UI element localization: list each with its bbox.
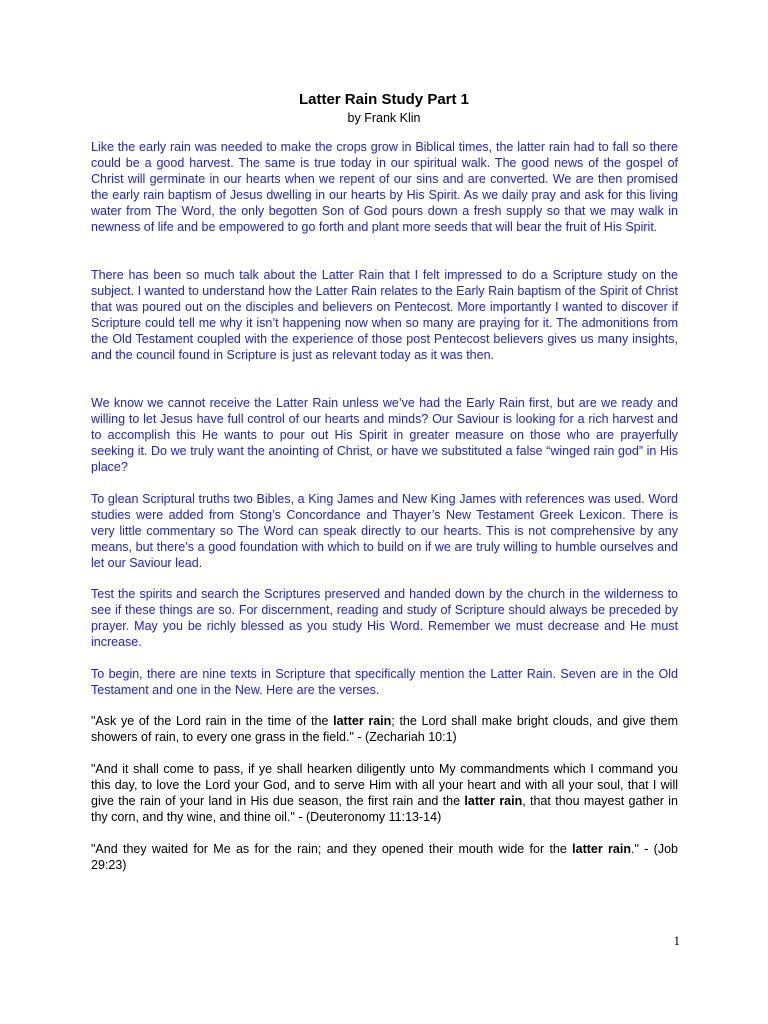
verse-text-after: , that thou mayest gather in thy corn, and thy wine, and thine oil." - (Deuteronomy 11:13-14): [91, 793, 678, 824]
verse-emphasis: latter rain: [333, 714, 392, 728]
intro-paragraph-1: Like the early rain was needed to make the crops grow in Biblical times, the latter rain had to fall so there could be a good harvest. The same is true today in our spiritual walk. The good news of the gospel of Christ will germinate in our hearts when we repent of our sins and are converted. We are then promised the early rain baptism of Jesus dwelling in our hearts by His Spirit. As we daily pray and ask for this living water from The Word, the only begotten Son of God pours down a fresh supply so that we may walk in newness of life and be empowered to go forth and plant more seeds that will bear the fruit of His Spirit.: [91, 140, 678, 234]
verse-quote-job: [91, 842, 678, 874]
page-number: 1: [673, 933, 680, 948]
intro-paragraph-6: To begin, there are nine texts in Scripture that specifically mention the Latter Rain. Seven are in the Old Testament and one in the New. Here are the verses.: [91, 667, 678, 697]
verse-text-before: "And they waited for Me as for the rain; and they opened their mouth wide for the: [91, 842, 573, 856]
intro-paragraph-2: There has been so much talk about the Latter Rain that I felt impressed to do a Scripture study on the subject. I wanted to understand how the Latter Rain relates to the Early Rain baptism of the Spirit of Christ that was poured out on the disciples and believers on Pentecost. More importantly I wanted to discover if Scripture could tell me why it isn’t happening now when so many are praying for it. The admonitions from the Old Testament coupled with the experience of those post Pentecost believers gives us many insights, and the council found in Scripture is just as relevant today as it was then.: [91, 268, 678, 362]
verse-quote-zechariah: [91, 714, 678, 746]
verse-text-after: ; the Lord shall make bright clouds, and give them showers of rain, to every one grass in the field." - (Zechariah 10:1): [91, 714, 678, 744]
intro-paragraph-3: We know we cannot receive the Latter Rain unless we’ve had the Early Rain first, but are we ready and willing to let Jesus have full control of our hearts and minds? Our Saviour is looking for a rich harvest and to accomplish this He wants to pour out His Spirit in greater measure on those who are prayerfully seeking it. Do we truly want the anointing of Christ, or have we substituted a false “winged rain god” in His place?: [91, 396, 678, 474]
intro-paragraph-4: To glean Scriptural truths two Bibles, a King James and New King James with references was used. Word studies were added from Stong’s Concordance and Thayer’s New Testament Greek Lexicon. There is very little commentary so The Word can speak directly to our hearts. This is not comprehensive by any means, but there’s a good foundation with which to build on if we are truly willing to humble ourselves and let our Saviour lead.: [91, 492, 678, 570]
document-author: by Frank Klin: [347, 111, 421, 125]
verse-text-before: "And it shall come to pass, if ye shall hearken diligently unto My commandments which I command you this day, to love the Lord your God, and to serve Him with all your heart and with all your soul, that I will give the rain of your land in His due season, the first rain and the: [91, 762, 678, 808]
document-title: Latter Rain Study Part 1: [298, 91, 470, 108]
verse-quote-deuteronomy: [91, 762, 678, 826]
verse-text-after: ." - (Job 29:23): [91, 842, 678, 872]
verse-text-before: "Ask ye of the Lord rain in the time of the: [91, 714, 334, 728]
intro-paragraph-5: Test the spirits and search the Scriptures preserved and handed down by the church in the wilderness to see if these things are so. For discernment, reading and study of Scripture should always be preceded by prayer. May you be richly blessed as you study His Word. Remember we must decrease and He must increase.: [91, 587, 678, 649]
verse-emphasis: latter rain: [464, 793, 523, 808]
verse-emphasis: latter rain: [572, 842, 631, 856]
